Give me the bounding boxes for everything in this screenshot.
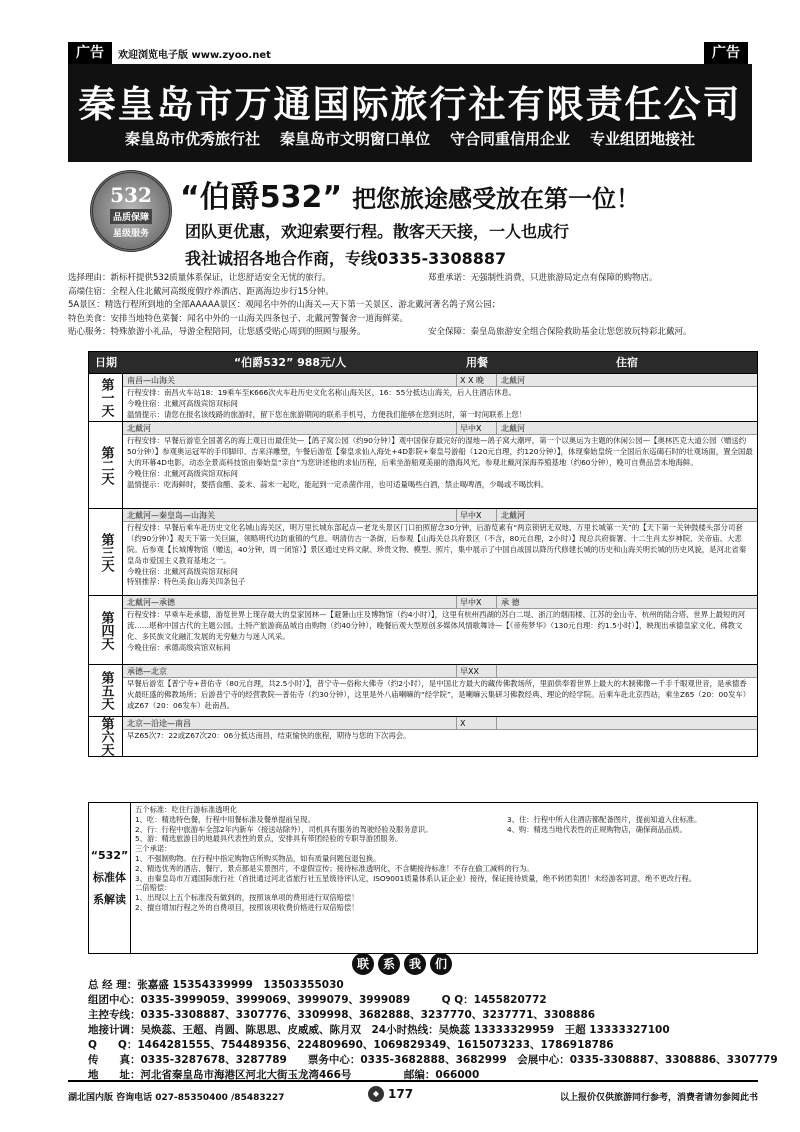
contact-row: Q Q：1464281555、754489356、224809690、1069829349、1615073233、1786918786	[88, 1039, 614, 1051]
day-line: 今晚住宿：北戴河高级宾馆双标间	[127, 468, 238, 478]
day-body	[123, 596, 757, 664]
intro-row	[68, 313, 758, 327]
headline-rest: 把您旅途感受放在第一位！	[352, 185, 641, 213]
contact-row: 总 经 理：张嘉盛 15354339999 13503355030	[88, 979, 344, 991]
day-line: 早Z65次7：22或Z67次20：06分抵达南昌，结束愉快的旅程，期待与您的下次再会。	[127, 731, 411, 741]
day-row	[89, 595, 757, 664]
page-number: 177	[388, 1087, 414, 1101]
top-bar	[0, 42, 800, 64]
day-row	[89, 373, 757, 421]
header-product: “伯爵532” 988元/人	[233, 356, 347, 369]
header-day: 日期	[95, 356, 117, 369]
headline-brand: “伯爵532”	[180, 180, 343, 215]
standard-line: 2、精选优秀的酒店、餐厅、景点都是实景图片，不虚假宣传；接待标准透明化，不含糊接待标准！不存在偷工减料的行为。	[135, 863, 534, 873]
slogan-line-1: 团队更优惠，欢迎索要行程。散客天天接，一人也成行	[185, 222, 570, 241]
badge-number: 532	[110, 183, 152, 207]
standard-line: 五个标准：吃住行游标准透明化	[135, 805, 238, 814]
day-meal: 早XX	[457, 665, 497, 677]
intro-text-right: 安全保障：秦皇岛旅游安全组合保险救助基金让您您放玩特彩北戴河。	[428, 327, 692, 337]
standard-line: 3、由秦皇岛市万通国际旅行社（首批通过河北省旅行社五星级待评认定，ISO9001质量体系认证企业）接待，保证接待质量，绝不转团卖团！未经游客同意，绝不更改行程。	[135, 873, 697, 883]
honor-item: 守合同重信用企业	[450, 130, 571, 148]
intro-row	[68, 299, 758, 313]
contact-row: 地 址：河北省秦皇岛市海港区河北大街玉龙湾466号 邮编：066000	[88, 1069, 480, 1081]
intro-text: 特色美食：安排当地特色菜餐：闻名中外的一山海关四条包子、北戴河警餐舍一道海鲜菜。	[68, 313, 409, 324]
day-header	[123, 509, 757, 522]
day-content	[123, 609, 757, 664]
honors	[68, 128, 752, 149]
day-body	[123, 374, 757, 421]
day-meal: 早中X	[457, 596, 497, 608]
badge-line2: 星级服务	[112, 229, 149, 239]
day-meal: 早中X	[457, 422, 497, 434]
intro-text: 5A景区：精选行程所到地的全部AAAAA景区：观闻名中外的山海关—天下第一关景区、游北戴河著名鸽子窝公园；	[68, 300, 501, 310]
intro-row	[68, 272, 758, 286]
standard-pair	[135, 815, 753, 825]
itinerary-header	[89, 352, 757, 373]
day-number: 第二天	[89, 422, 123, 508]
standard-content	[131, 803, 757, 953]
day-line: 行程安排：早餐后乘车赴历史文化名城山海关区，明万里长城东部起点—老龙头景区门口拍照留念30分钟，后游览素有“两京锁钥无双地、万里长城第一关”的【天下第一关钟鼓楼头部分司套（约90分钟）】观天下第一关巨匾，领略明代边防重镇的气息。明清仿古一条街，后参观【山海关总兵府景区（不含，80元自理，2小时）】现总兵府衙署、十二生肖太岁神院、关帝庙、大悲院。后参观【长城博物馆（赠送，40分钟，周一闭馆）】景区通过史料文献、珍贵文物、模型、照片，集中展示了中国自战国以降历代修建长城的历史和山海关明长城的历史风貌，是河北省秦皇岛市爱国主义教育基地之一。	[127, 523, 747, 565]
day-line: 行程安排：早餐后游览全国著名的海上观日出最佳处—【鸽子窝公园（约90分钟）】观中国保存最完好的湿地—鸽子窝大潮坪，第一个以奥运为主题的休闲公园—【奥林匹克大道公园（赠送约50分钟）】参观奥运冠军的手印脚印、吉来洋雕塑，午餐后游览【秦皇求仙入海处+4D影院+秦皇号游船（120元自理，约120分钟）】，体现秦始皇统一全国后东巡碣石时的壮观场面，置全国最大的环幕4D电影，动态全景高科技馆由秦始皇“亲自”为您讲述他的求仙历程，后乘坐游船观美丽的渤海风光。参观北戴河深海养殖基地（约60分钟），晚可自费品尝本地海鲜。	[127, 436, 753, 467]
day-line: 今晚住宿：承德高级宾馆双标间	[127, 642, 231, 652]
intro-text-right: 郑重承诺：无强制性消费，只进旅游局定点有保障的购物店。	[428, 273, 658, 283]
day-meal: 早中X	[457, 509, 497, 521]
standard-line: 3、住：行程中所入住酒店都配备图片，提前知道入住标准。	[507, 814, 702, 824]
day-line: 今晚住宿：北戴河高级宾馆双标间	[127, 566, 238, 576]
ad-label-left: 广告	[68, 42, 112, 64]
standard-side-label	[89, 803, 131, 953]
day-line: 今晚住宿：北戴河高级宾馆双标间	[127, 398, 238, 408]
day-number: 第六天	[89, 717, 123, 756]
day-row	[89, 716, 757, 756]
day-hotel	[497, 665, 501, 677]
day-header	[123, 422, 757, 435]
day-header	[123, 717, 757, 730]
intro-text: 高端住宿：全程入住北戴河高级度假疗养酒店、距离海边步行15分钟。	[68, 286, 334, 297]
ornament-icon: ◆	[368, 1086, 384, 1102]
quality-badge	[90, 170, 172, 252]
honor-item: 秦皇岛市优秀旅行社	[124, 130, 260, 148]
contact-row: 主控专线：0335-3308887、3307776、3309998、3682888、3237770、3237771、3308886	[88, 1009, 596, 1021]
day-content	[123, 387, 757, 421]
day-line: 早餐后游览【普宁寺+普佑寺（80元自理，共2.5小时）】，普宁寺—俗称大佛寺（约2小时），是中国北方最大的藏传佛教场所，里面供奉着世界上最大的木制佛像—千手千眼观世音，是承德香火最旺盛的佛教场所；后游普宁寺的经营教院—普佑寺（约30分钟），这里是外八庙喇嘛的“经学院”，是喇嘛云集研习佛教经典、理论的经学院。后乘车赴北京西站，乘坐Z65（20：00发车）或Z67（20：06发车）赴南昌。	[127, 679, 751, 710]
standard-line: 5、游：精选旅游目的地最具代表性的景点，安排具有带团经验的专职导游团服务。	[135, 834, 403, 844]
standard-line: 三个承诺：	[135, 844, 172, 854]
day-hotel: 北戴河	[501, 376, 525, 385]
day-route: 承德—北京	[123, 665, 457, 677]
standard-line: 2、擅自增加行程之外的自费项目，按照该项收费价格进行双倍赔偿！	[135, 902, 359, 912]
day-hotel	[497, 717, 501, 729]
intro-row	[68, 326, 758, 340]
day-body	[123, 665, 757, 716]
day-route: 北戴河—承德	[123, 596, 457, 608]
day-header	[123, 665, 757, 678]
day-content	[123, 435, 757, 508]
contact-row: 组团中心：0335-3999059、3999069、3999079、3999089 Q Q：1455820772	[88, 994, 547, 1006]
honor-item: 专业组团地接社	[590, 130, 696, 148]
day-row	[89, 664, 757, 716]
day-number: 第一天	[89, 374, 123, 421]
welcome-text: 欢迎浏览电子版 www.zyoo.net	[118, 50, 271, 61]
company-banner	[68, 64, 752, 162]
day-content	[123, 730, 757, 756]
page-footer	[68, 1080, 758, 1112]
day-header	[123, 374, 757, 387]
day-route: 北京—沿途—南昌	[123, 717, 457, 729]
standard-pair	[135, 825, 753, 835]
honor-item: 秦皇岛市文明窗口单位	[279, 130, 430, 148]
itinerary-table	[88, 351, 758, 757]
intro-row	[68, 286, 758, 300]
day-content	[123, 678, 757, 716]
slogan-line-2: 我社诚招各地合作商，专线0335-3308887	[185, 249, 507, 268]
standard-section	[88, 802, 758, 954]
day-row	[89, 508, 757, 595]
contact-title-char: 我	[404, 953, 426, 975]
contact-title-char: 联	[352, 953, 374, 975]
day-header	[123, 596, 757, 609]
standard-line: 2、行：行程中旅游车全部2年内新车（接送站除外），司机具有服务的驾驶经验及服务意识。	[135, 824, 433, 834]
day-line: 温情提示：请您在报名该线路的旅游时，留下您在旅游期间的联系手机号，方便我们能够在您到达时，第一时间联系上您！	[127, 409, 527, 419]
intro-text: 贴心服务：特殊旅游小礼品，导游全程陪同，让您感受贴心周到的照顾与服务。	[68, 327, 366, 337]
day-route: 南昌—山海关	[123, 374, 457, 386]
day-meal: X X 晚	[457, 374, 497, 386]
day-number: 第三天	[89, 509, 123, 595]
intro-section	[68, 272, 758, 340]
day-number: 第五天	[89, 665, 123, 716]
contact-row: 地接计调：吴焕蕊、王超、肖圆、陈思思、皮威威、陈月双 24小时热线：吴焕蕊 13333329959 王超 13333327100	[88, 1024, 670, 1036]
day-row	[89, 421, 757, 508]
header-meal: 用餐	[466, 356, 488, 369]
day-hotel: 北戴河	[501, 511, 525, 521]
standard-line: 1、不强制购物。在行程中指定购物店所购买物品，如有质量问题包退包换。	[135, 853, 381, 863]
page-number-area	[368, 1086, 413, 1102]
header-hotel: 住宿	[616, 356, 638, 369]
contact-row: 传 真：0335-3287678、3287789 票务中心：0335-3682888、3682999 会展中心：0335-3308887、3308886、3307779	[88, 1054, 778, 1066]
headline	[180, 172, 640, 216]
footer-right: 以上报价仅供旅游同行参考，消费者请勿参阅此书	[559, 1093, 758, 1103]
contact-title-char: 系	[378, 953, 400, 975]
contact-title-char: 们	[430, 953, 452, 975]
day-hotel: 北戴河	[501, 424, 525, 434]
footer-left: 湖北国内版 咨询电话 027-85350400 /85483227	[68, 1093, 285, 1103]
contact-us-title	[352, 953, 452, 975]
day-number: 第四天	[89, 596, 123, 664]
standard-line: 二倍赔偿：	[135, 883, 172, 893]
day-line: 行程安排：早乘车赴承德，游览世界上现存最大的皇家园林—【避暑山庄及博物馆（约4小时）】，这里有杭州西湖的苏白二堤、浙江的烟雨楼、江苏的金山寺、杭州的陆合塔、世界上最短的河流……堪称中国古代的主题公园。土特产旅游商品城自由购物（约40分钟），晚餐后观大型原创多媒体风情歌舞诗—【《帝苑梦华》（130元自理：约1.5小时）】，映现出承德皇家文化、佛教文化、多民族文化融汇发展的无穷魅力与迷人风采。	[127, 610, 746, 641]
day-content	[123, 522, 757, 595]
day-body	[123, 509, 757, 595]
day-line: 行程安排：南昌火车站18：19乘车至K666次火车赴历史文化名称山海关区，16：55分抵达山海关，后入住酒店休息。	[127, 388, 517, 397]
standard-line: 1、吃：精选特色餐，行程中用餐标准及餐单提前呈现。	[135, 814, 315, 824]
day-body	[123, 717, 757, 756]
day-meal: X	[457, 717, 497, 729]
day-body	[123, 422, 757, 508]
company-name: 秦皇岛市万通国际旅行社有限责任公司	[78, 82, 742, 126]
standard-line: 1、出现以上五个标准没有做到的，按照该单项的费用进行双倍赔偿！	[135, 893, 359, 903]
ad-label-right: 广告	[704, 42, 748, 64]
standard-side-line: 标准体	[93, 871, 126, 884]
intro-text: 选择理由：新标杆提供532质量体系保证，让您舒适安全无忧的旅行。	[68, 273, 331, 283]
day-line: 特别推荐：特色美食山海关四条包子	[127, 577, 246, 587]
badge-line1: 品质保障	[110, 209, 152, 224]
itinerary-days	[89, 373, 757, 756]
day-route: 北戴河	[123, 422, 457, 434]
day-route: 北戴河—秦皇岛—山海关	[123, 509, 457, 521]
standard-side-line: “532”	[90, 849, 129, 862]
day-line: 温情提示：吃海鲜时，要搭食醋、姜末、蒜末一起吃，能起到一定杀菌作用，也可适量喝些白酒，禁止喝啤酒，少喝或不喝饮料。	[127, 479, 549, 489]
standard-side-line: 系解读	[93, 893, 126, 906]
day-hotel: 承 德	[501, 598, 520, 608]
standard-line: 4、购：精选当地代表性的正规购物店，确保商品品质。	[507, 824, 687, 834]
